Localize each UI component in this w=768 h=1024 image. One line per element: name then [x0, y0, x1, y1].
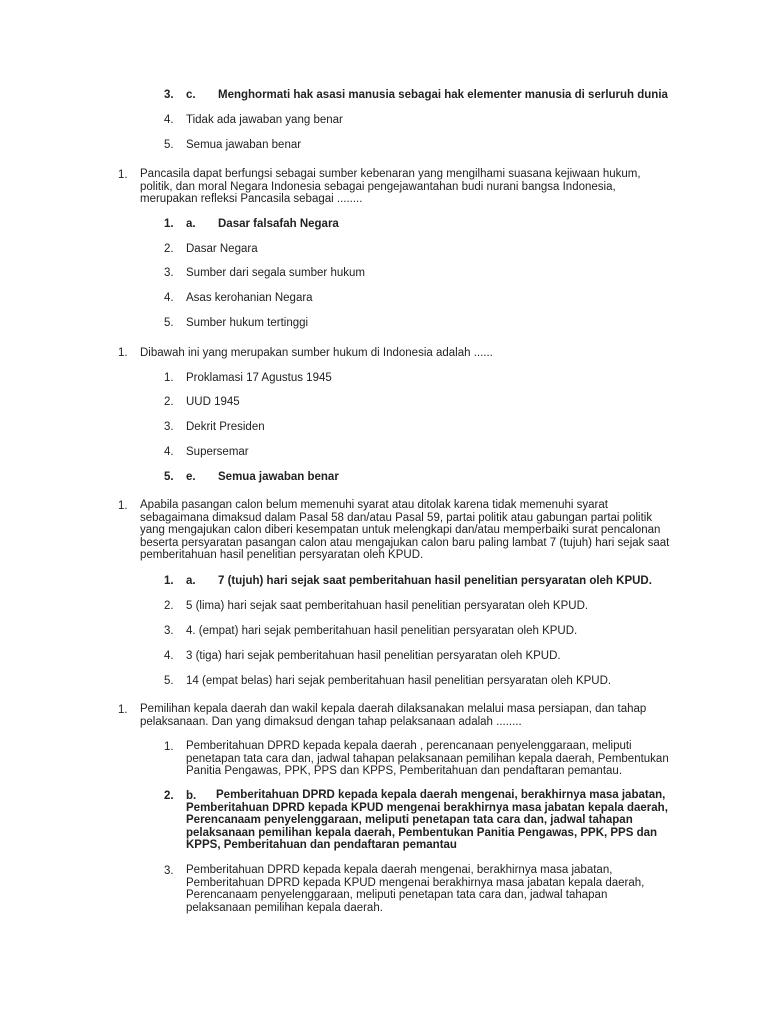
option-number: 4. [164, 446, 174, 458]
question-text: Apabila pasangan calon belum memenuhi syarat atau ditolak karena tidak memenuhi syarat sebagaimana dimaksud dalam Pasal 58 dan/atau Pasal 59, partai politik atau gabungan partai politik yang mengajukan calon diberi kesempatan untuk melengkapi dan/atau memperbaiki surat pencalonan beserta persyaratan pasangan calon atau mengajukan calon baru paling lambat 7 (tujuh) hari sejak saat pemberitahuan hasil penelitian persyaratan oleh KPUD. [140, 499, 670, 561]
option-text: 3 (tiga) hari sejak pemberitahuan hasil penelitian persyaratan oleh KPUD. [186, 650, 561, 662]
option-number: 3. [164, 865, 174, 877]
option-letter: a. [186, 575, 196, 587]
option-number: 2. [164, 396, 174, 408]
question-number: 1. [118, 500, 128, 512]
option-number: 3. [164, 625, 174, 637]
option-text: 14 (empat belas) hari sejak pemberitahuan hasil penelitian persyaratan oleh KPUD. [186, 675, 612, 687]
option-letter: c. [186, 89, 196, 101]
option-number: 4. [164, 650, 174, 662]
option-text: Supersemar [186, 446, 249, 458]
option-number: 2. [164, 600, 174, 612]
option-text-correct: Semua jawaban benar [218, 471, 339, 483]
option-text: Pemberitahuan DPRD kepada kepala daerah mengenai, berakhirnya masa jabatan, Pemberitahuan DPRD kepada KPUD mengenai berakhirnya masa jabatan kepala daerah, Perencanaam penyelenggaraan, meliputi penetapan tata cara dan, jadwal tahapan pelaksanaan pemilihan kepala daerah. [186, 864, 645, 914]
option-number: 2. [164, 790, 174, 802]
option-text: Proklamasi 17 Agustus 1945 [186, 372, 332, 384]
option-text: Asas kerohanian Negara [186, 292, 313, 304]
option-number: 1. [164, 575, 174, 587]
option-number: 4. [164, 114, 174, 126]
option-text: Dasar Negara [186, 243, 258, 255]
option-number: 3. [164, 89, 174, 101]
question-number: 1. [118, 169, 128, 181]
option-number: 3. [164, 267, 174, 279]
option-letter: e. [186, 471, 196, 483]
question-text: Dibawah ini yang merupakan sumber hukum di Indonesia adalah ...... [140, 347, 493, 359]
option-number: 1. [164, 741, 174, 753]
option-number: 5. [164, 675, 174, 687]
option-number: 3. [164, 421, 174, 433]
option-number: 5. [164, 317, 174, 329]
option-text: Dekrit Presiden [186, 421, 265, 433]
question-number: 1. [118, 704, 128, 716]
option-number: 4. [164, 292, 174, 304]
option-number: 5. [164, 139, 174, 151]
option-number: 1. [164, 218, 174, 230]
option-number: 1. [164, 372, 174, 384]
option-text-correct: Menghormati hak asasi manusia sebagai hak elementer manusia di serluruh dunia [218, 89, 668, 101]
option-text: Pemberitahuan DPRD kepada kepala daerah , perencanaan penyelenggaraan, meliputi penetapan tata cara dan, jadwal tahapan pelaksanaan pemilihan kepala daerah, Pembentukan Panitia Pengawas, PPK, PPS dan KPPS, Pemberitahuan dan pendaftaran pemantau. [186, 740, 669, 777]
option-letter: b. [186, 790, 197, 802]
question-text: Pemilihan kepala daerah dan wakil kepala daerah dilaksanakan melalui masa persiapan, dan tahap pelaksanaan. Dan yang dimaksud dengan tahap pelaksanaan adalah ........ [140, 703, 647, 728]
option-text-correct: Dasar falsafah Negara [218, 218, 339, 230]
option-text-correct: Pemberitahuan DPRD kepada kepala daerah mengenai, berakhirnya masa jabatan, Pemberitahuan DPRD kepada KPUD mengenai berakhirnya masa jabatan kepala daerah, Perencanaam penyelenggaraan, meliputi penetapan tata cara dan, jadwal tahapan pelaksanaan pemilihan kepala daerah, Pembentukan Panitia Pengawas, PPK, PPS dan KPPS, Pemberitahuan dan pendaftaran pemantau [186, 789, 668, 851]
option-letter: a. [186, 218, 196, 230]
option-text: Sumber dari segala sumber hukum [186, 267, 365, 279]
question-number: 1. [118, 347, 128, 359]
option-text: Tidak ada jawaban yang benar [186, 114, 343, 126]
option-text: Semua jawaban benar [186, 139, 302, 151]
option-number: 2. [164, 243, 174, 255]
option-text-correct: 7 (tujuh) hari sejak saat pemberitahuan hasil penelitian persyaratan oleh KPUD. [218, 575, 652, 587]
option-number: 5. [164, 471, 174, 483]
option-text: 4. (empat) hari sejak pemberitahuan hasil penelitian persyaratan oleh KPUD. [186, 625, 578, 637]
option-text: 5 (lima) hari sejak saat pemberitahuan hasil penelitian persyaratan oleh KPUD. [186, 600, 589, 612]
option-text: UUD 1945 [186, 396, 240, 408]
option-text: Sumber hukum tertinggi [186, 317, 309, 329]
question-text: Pancasila dapat berfungsi sebagai sumber kebenaran yang mengilhami suasana kejiwaan hukum, politik, dan moral Negara Indonesia sebagai pengejawantahan budi nurani bangsa Indonesia, merupakan refleksi Pancasila sebagai ........ [140, 168, 641, 205]
